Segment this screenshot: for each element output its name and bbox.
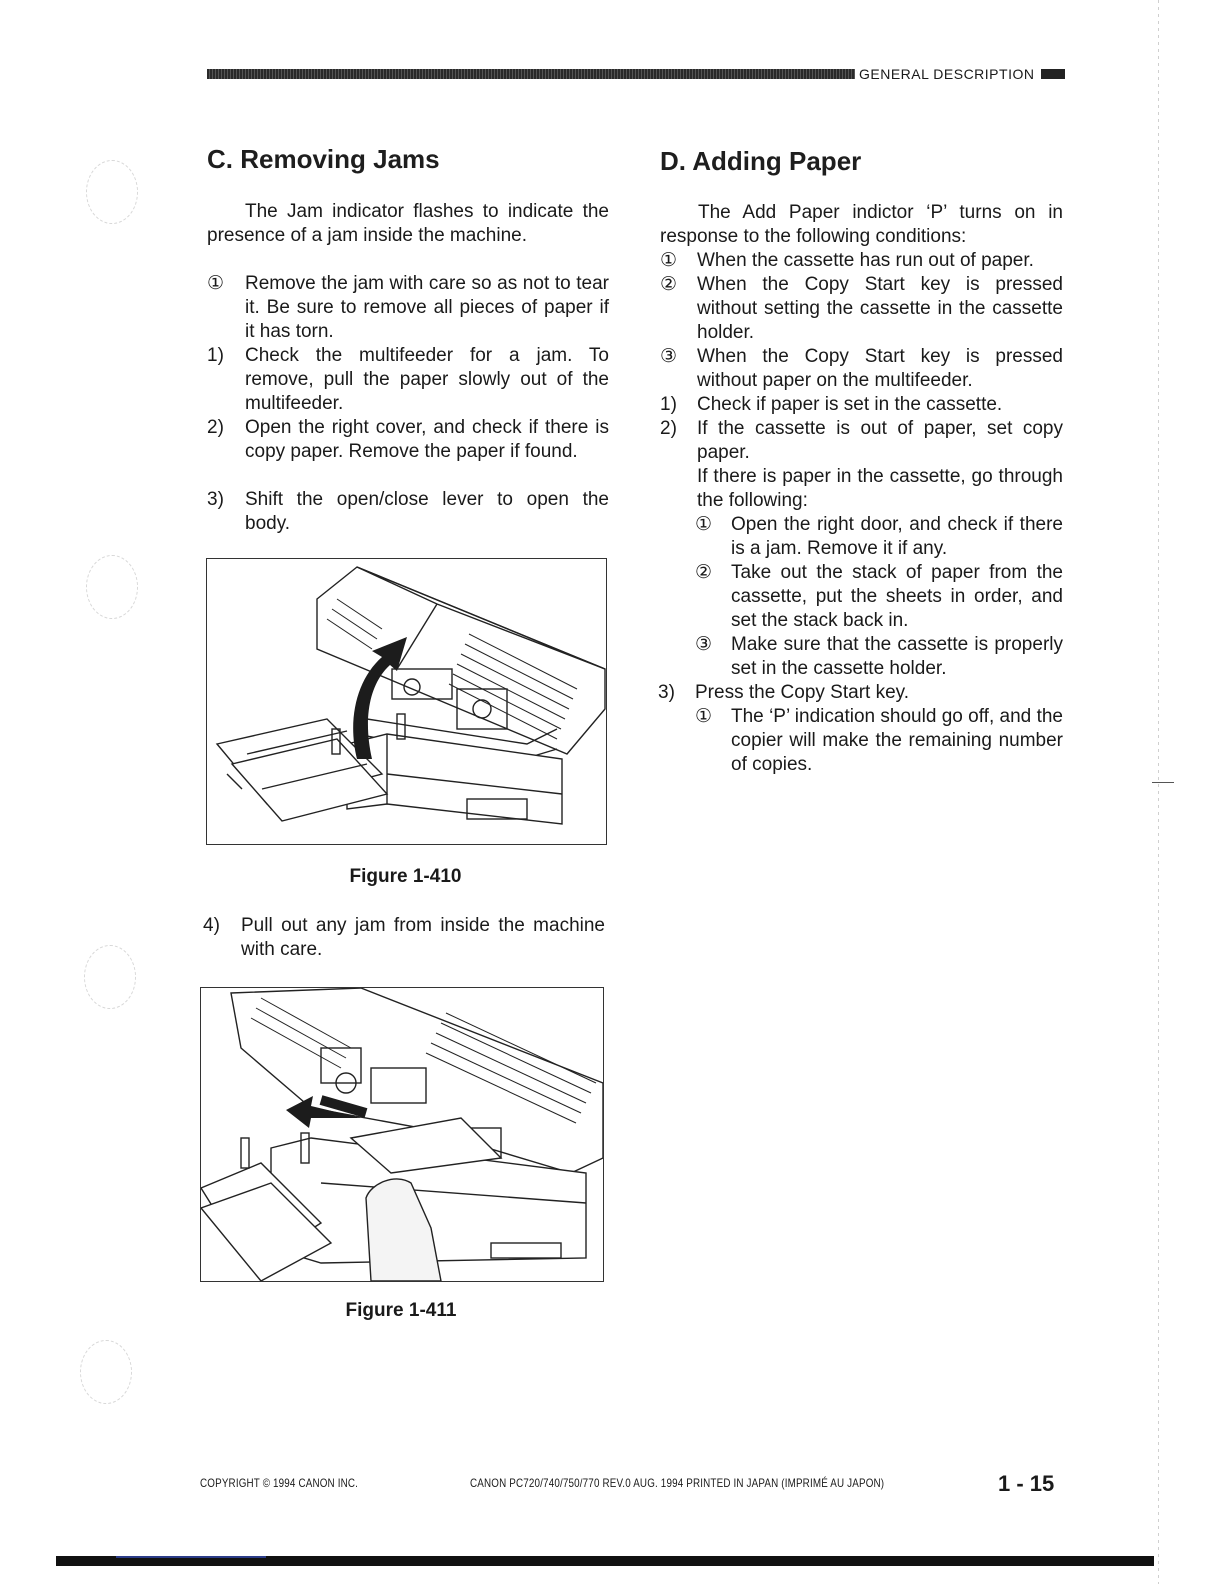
item-marker: ③ bbox=[695, 634, 713, 655]
figure-1-411-illustration bbox=[200, 987, 604, 1282]
item-marker: 1) bbox=[660, 394, 677, 415]
item-marker: ② bbox=[695, 562, 713, 583]
page-edge bbox=[1158, 0, 1159, 1584]
item-text: Open the right door, and check if there is a jam. Remove it if any. bbox=[731, 514, 1063, 559]
step-item bbox=[658, 681, 1063, 705]
condition-item bbox=[660, 249, 1063, 273]
substep-item bbox=[695, 705, 1063, 777]
substep-item bbox=[695, 513, 1063, 561]
item-text: Check if paper is set in the cassette. bbox=[697, 394, 1003, 415]
edge-tick bbox=[1152, 782, 1174, 783]
header-block bbox=[1041, 69, 1065, 79]
item-marker: ① bbox=[660, 250, 678, 271]
section-d-title: D. Adding Paper bbox=[660, 146, 862, 176]
item-text: Check the multifeeder for a jam. To remove, pull the paper slowly out of the multifeeder. bbox=[245, 345, 609, 414]
copier-jam-removal-drawing bbox=[201, 988, 603, 1281]
step-2-continuation: If there is paper in the cassette, go through the following: bbox=[697, 466, 1063, 511]
punch-hole bbox=[86, 555, 138, 619]
item-text: The ‘P’ indication should go off, and the copier will make the remaining number of copies. bbox=[731, 706, 1063, 775]
item-marker: 3) bbox=[658, 682, 675, 703]
item-marker: ① bbox=[695, 514, 713, 535]
condition-item bbox=[660, 273, 1063, 345]
step-item bbox=[660, 393, 1063, 417]
item-marker: ① bbox=[695, 706, 713, 727]
punch-hole bbox=[86, 160, 138, 224]
item-text: Remove the jam with care so as not to tear it. Be sure to remove all pieces of paper if it has torn. bbox=[245, 273, 609, 342]
step-item bbox=[660, 417, 1063, 465]
section-d-intro: The Add Paper indictor ‘P’ turns on in response to the following conditions: bbox=[660, 202, 1063, 247]
item-marker: ① bbox=[207, 273, 225, 294]
figure-1-411-caption: Figure 1-411 bbox=[345, 1300, 457, 1321]
copier-open-body-drawing bbox=[207, 559, 606, 844]
list-item bbox=[203, 914, 605, 962]
list-item bbox=[207, 272, 609, 344]
item-marker: ② bbox=[660, 274, 678, 295]
condition-item bbox=[660, 345, 1063, 393]
item-text: Press the Copy Start key. bbox=[695, 682, 910, 703]
item-marker: 3) bbox=[207, 489, 224, 510]
item-marker: 2) bbox=[207, 417, 224, 438]
list-item bbox=[207, 416, 609, 464]
punch-hole bbox=[84, 945, 136, 1009]
bottom-bar-accent bbox=[116, 1556, 266, 1558]
page-number: 1 - 15 bbox=[998, 1471, 1055, 1496]
section-c-title: C. Removing Jams bbox=[207, 144, 440, 174]
item-text: When the cassette has run out of paper. bbox=[697, 250, 1034, 271]
item-text: Pull out any jam from inside the machine with care. bbox=[241, 915, 605, 960]
section-c-intro: The Jam indicator flashes to indicate the presence of a jam inside the machine. bbox=[207, 201, 609, 246]
item-text: Shift the open/close lever to open the body. bbox=[245, 489, 609, 534]
footer-copyright: COPYRIGHT © 1994 CANON INC. bbox=[200, 1476, 359, 1490]
item-marker: 4) bbox=[203, 915, 220, 936]
item-text: Make sure that the cassette is properly set in the cassette holder. bbox=[731, 634, 1063, 679]
item-text: If the cassette is out of paper, set copy paper. bbox=[697, 418, 1063, 463]
item-text: When the Copy Start key is pressed without setting the cassette in the cassette holder. bbox=[697, 274, 1063, 343]
punch-hole bbox=[80, 1340, 132, 1404]
item-text: When the Copy Start key is pressed without paper on the multifeeder. bbox=[697, 346, 1063, 391]
footer-doc-info: CANON PC720/740/750/770 REV.0 AUG. 1994 PRINTED IN JAPAN (IMPRIMÉ AU JAPON) bbox=[470, 1476, 885, 1490]
substep-item bbox=[695, 633, 1063, 681]
item-text: Open the right cover, and check if there is copy paper. Remove the paper if found. bbox=[245, 417, 609, 462]
running-header bbox=[207, 67, 1065, 81]
figure-1-410-illustration bbox=[206, 558, 607, 845]
list-item bbox=[207, 344, 609, 416]
header-rule bbox=[207, 69, 855, 79]
item-marker: ③ bbox=[660, 346, 678, 367]
item-text: Take out the stack of paper from the cassette, put the sheets in order, and set the stack back in. bbox=[731, 562, 1063, 631]
header-label: GENERAL DESCRIPTION bbox=[859, 66, 1035, 82]
figure-1-410-caption: Figure 1-410 bbox=[349, 866, 462, 887]
item-marker: 2) bbox=[660, 418, 677, 439]
item-marker: 1) bbox=[207, 345, 224, 366]
list-item bbox=[207, 488, 609, 536]
substep-item bbox=[695, 561, 1063, 633]
